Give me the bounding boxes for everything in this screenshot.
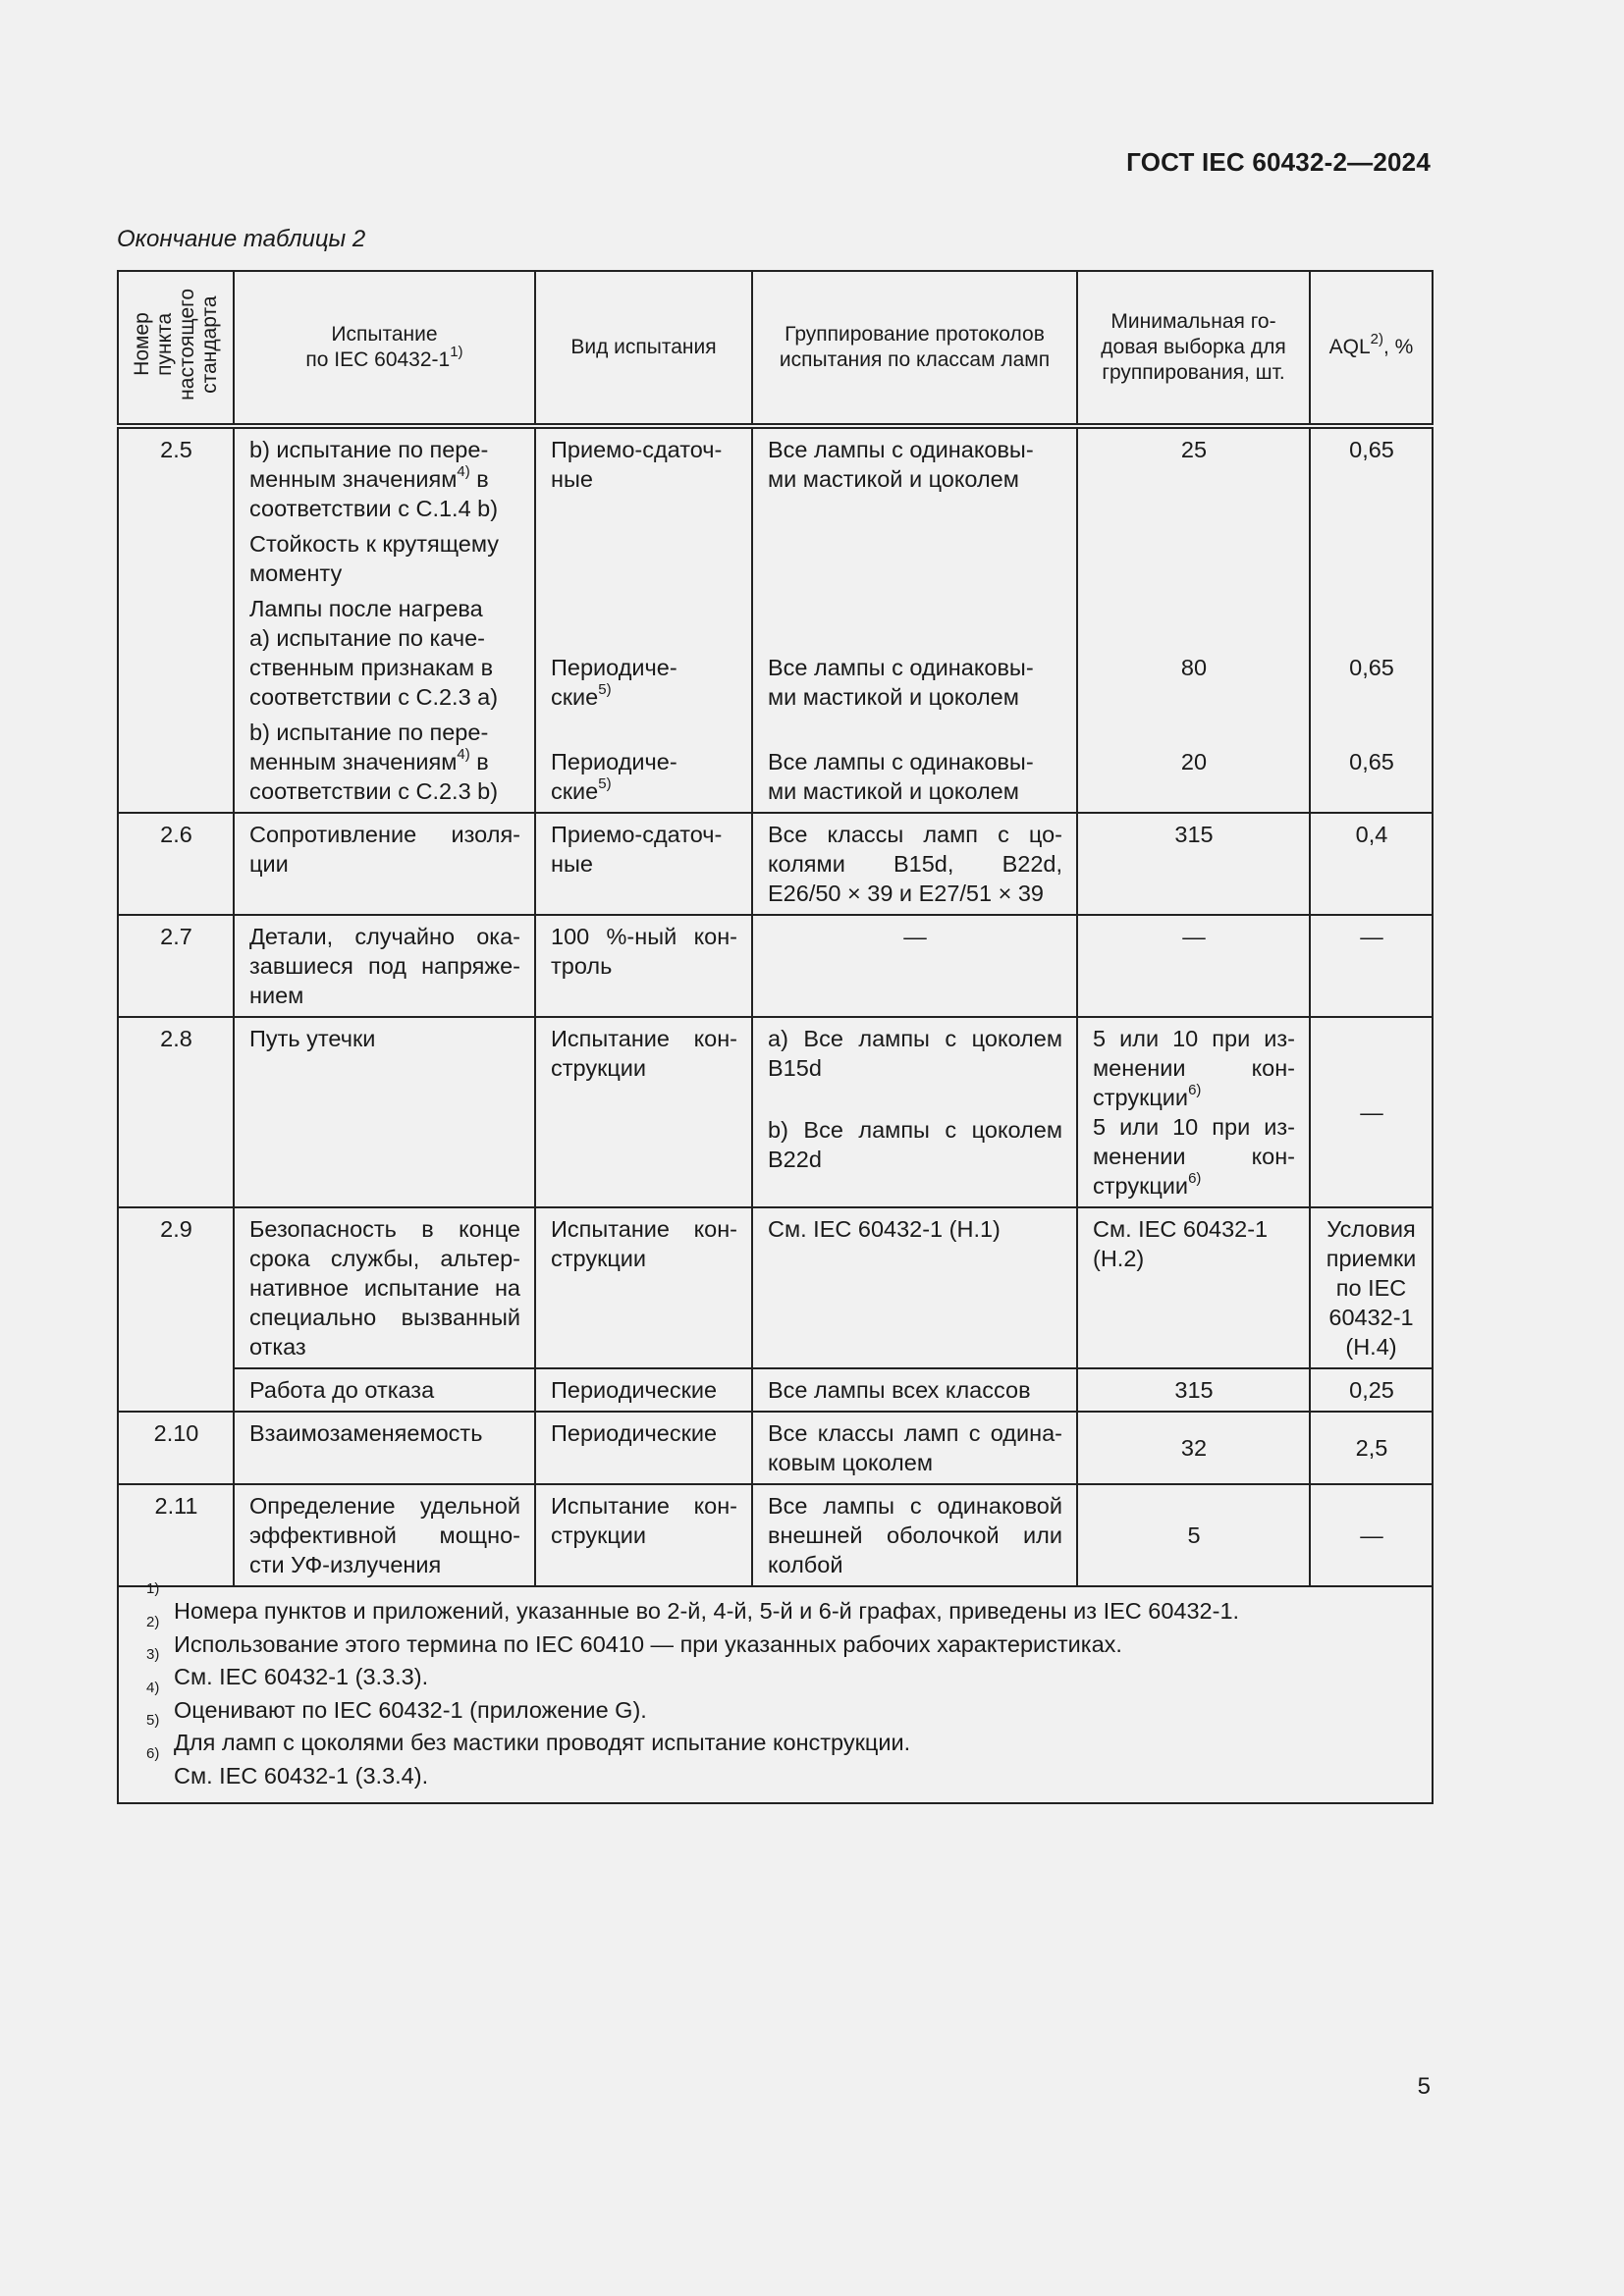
line: ные bbox=[551, 851, 593, 877]
line: сти УФ-излучения bbox=[249, 1552, 442, 1577]
table-row-2-9 bbox=[118, 1207, 1433, 1368]
footnote-ref: 5) bbox=[598, 775, 612, 793]
line: (Н.2) bbox=[1093, 1246, 1145, 1271]
col-header-sample bbox=[1077, 271, 1310, 426]
line: b) испытание по пере- bbox=[249, 437, 489, 462]
line: приемки bbox=[1326, 1246, 1417, 1271]
line: соответствии с С.2.3 b) bbox=[249, 778, 499, 804]
line: Приемо-сдаточ- bbox=[551, 822, 723, 847]
line: (Н.4) bbox=[1345, 1334, 1397, 1360]
cell-sample: 315 bbox=[1077, 813, 1310, 915]
col-header-aql-text: AQL bbox=[1328, 336, 1371, 358]
line bbox=[551, 776, 737, 806]
line: 5 или 10 при из- bbox=[1093, 1114, 1295, 1140]
cell-clause: 2.9 bbox=[118, 1207, 234, 1412]
document-header: ГОСТ IEC 60432-2—2024 bbox=[1126, 147, 1431, 177]
line: Сопротивление изоля- bbox=[249, 822, 520, 847]
line: 25 bbox=[1180, 437, 1208, 462]
line: 80 bbox=[1180, 655, 1208, 680]
line: b) Все лампы с цоколем bbox=[768, 1117, 1062, 1143]
line: соответствии с С.2.3 а) bbox=[249, 684, 499, 710]
line bbox=[249, 747, 520, 776]
line: ные bbox=[551, 466, 593, 492]
line: ции bbox=[249, 851, 289, 877]
line: 100 %-ный кон- bbox=[551, 924, 737, 949]
line: Условия bbox=[1326, 1216, 1416, 1242]
cell-sample bbox=[1077, 1207, 1310, 1368]
cell-test bbox=[234, 1207, 535, 1368]
col-header-clause-line: пункта bbox=[153, 312, 176, 376]
line: Лампы после нагрева bbox=[249, 596, 483, 621]
cell-aql: 2,5 bbox=[1310, 1412, 1433, 1484]
cell-aql bbox=[1310, 1207, 1433, 1368]
line-text: менным значениям bbox=[249, 749, 458, 774]
table-row-2-11 bbox=[118, 1484, 1433, 1586]
line: колями B15d, B22d, bbox=[768, 851, 1062, 877]
page-number: 5 bbox=[1417, 2073, 1431, 2100]
col-header-test bbox=[234, 271, 535, 426]
line: ми мастикой и цоколем bbox=[768, 778, 1019, 804]
line-text: в bbox=[469, 749, 489, 774]
col-header-kind bbox=[535, 271, 752, 426]
footnote-text: См. IEC 60432-1 (3.3.3). bbox=[174, 1664, 429, 1689]
cell-grouping: См. IEC 60432-1 (Н.1) bbox=[752, 1207, 1077, 1368]
line: струкции bbox=[551, 1522, 647, 1548]
col-header-kind-text: Вид испытания bbox=[570, 336, 717, 358]
cell-sample: 32 bbox=[1077, 1412, 1310, 1484]
cell-test: Работа до отказа bbox=[234, 1368, 535, 1412]
table-header-row bbox=[118, 271, 1433, 426]
cell-grouping: Все лампы всех классов bbox=[752, 1368, 1077, 1412]
cell-sample bbox=[1077, 1017, 1310, 1207]
col-header-sample-line: группирования, шт. bbox=[1102, 361, 1285, 384]
line-text: ские bbox=[551, 778, 599, 804]
col-header-clause-line: Номер bbox=[131, 312, 153, 376]
line bbox=[1093, 1083, 1295, 1112]
line: срока службы, альтер- bbox=[249, 1246, 520, 1271]
cell-test bbox=[234, 1484, 535, 1586]
col-header-grouping-line: испытания по классам ламп bbox=[779, 348, 1051, 371]
cell-kind bbox=[535, 426, 752, 813]
table-row-2-5 bbox=[118, 426, 1433, 813]
line: Испытание кон- bbox=[551, 1026, 737, 1051]
line: моменту bbox=[249, 561, 343, 586]
line: ковым цоколем bbox=[768, 1450, 933, 1475]
line: Все лампы с одинаковы- bbox=[768, 437, 1034, 462]
col-header-clause-line: стандарта bbox=[198, 294, 221, 394]
line: ственным признакам в bbox=[249, 655, 494, 680]
footnote-ref: 4) bbox=[457, 746, 470, 764]
cell-kind bbox=[535, 1017, 752, 1207]
line: Все лампы с одинаковой bbox=[768, 1493, 1062, 1519]
cell-clause: 2.10 bbox=[118, 1412, 234, 1484]
footnote-text: Оценивают по IEC 60432-1 (приложение G). bbox=[174, 1696, 647, 1723]
table-row-2-7 bbox=[118, 915, 1433, 1017]
col-header-aql-suffix: , % bbox=[1383, 336, 1414, 358]
line: Все классы ламп с одина- bbox=[768, 1420, 1062, 1446]
cell-clause: 2.5 bbox=[118, 426, 234, 813]
line-text: в bbox=[469, 466, 489, 492]
line: Все лампы с одинаковы- bbox=[768, 749, 1034, 774]
cell-sample: 5 bbox=[1077, 1484, 1310, 1586]
line: Периодиче- bbox=[551, 655, 677, 680]
line: а) Все лампы с цоколем bbox=[768, 1026, 1062, 1051]
footnote: 1) Номера пунктов и приложений, указанные во 2-й, 4-й, 5-й и 6-й графах, приведены из IEC 60432-1. bbox=[146, 1580, 1240, 1624]
cell-aql: — bbox=[1310, 1017, 1433, 1207]
line: b) испытание по пере- bbox=[249, 720, 489, 745]
line: B22d bbox=[768, 1147, 822, 1172]
cell-aql: — bbox=[1310, 1484, 1433, 1586]
cell-test bbox=[234, 813, 535, 915]
table-row-2-10 bbox=[118, 1412, 1433, 1484]
footnotes-row bbox=[118, 1586, 1433, 1803]
line: 60432-1 bbox=[1328, 1305, 1414, 1330]
cell-test bbox=[234, 426, 535, 813]
line: нием bbox=[249, 983, 304, 1008]
line: Все классы ламп с цо- bbox=[768, 822, 1062, 847]
line: эффективной мощно- bbox=[249, 1522, 520, 1548]
footnote-text: Для ламп с цоколями без мастики проводят испытание конструкции. bbox=[174, 1730, 911, 1755]
col-header-test-line: по IEC 60432-1 bbox=[305, 348, 451, 371]
cell-clause: 2.6 bbox=[118, 813, 234, 915]
test-table bbox=[117, 270, 1434, 1804]
footnote-ref: 4) bbox=[457, 463, 470, 481]
cell-aql: 0,25 bbox=[1310, 1368, 1433, 1412]
line: струкции bbox=[551, 1246, 647, 1271]
line: 20 bbox=[1180, 749, 1208, 774]
cell-kind: Периодические bbox=[535, 1368, 752, 1412]
line bbox=[551, 682, 737, 712]
footnote-ref: 5) bbox=[598, 681, 612, 699]
footnote-ref: 6) bbox=[1188, 1082, 1202, 1099]
line: колбой bbox=[768, 1552, 843, 1577]
col-header-sample-line: Минимальная го- bbox=[1110, 310, 1276, 333]
footnote-ref: 1) bbox=[450, 344, 463, 360]
line: нативное испытание на bbox=[249, 1275, 520, 1301]
table-caption: Окончание таблицы 2 bbox=[117, 226, 366, 252]
table-row-2-8 bbox=[118, 1017, 1433, 1207]
cell-kind bbox=[535, 1484, 752, 1586]
cell-test: Взаимозаменяемость bbox=[234, 1412, 535, 1484]
line: внешней оболочкой или bbox=[768, 1522, 1062, 1548]
line: Детали, случайно ока- bbox=[249, 924, 520, 949]
table-row-2-6 bbox=[118, 813, 1433, 915]
line: Все лампы с одинаковы- bbox=[768, 655, 1034, 680]
line: соответствии с С.1.4 b) bbox=[249, 496, 499, 521]
line-text: ские bbox=[551, 684, 599, 710]
line: а) испытание по каче- bbox=[249, 625, 486, 651]
col-header-aql bbox=[1310, 271, 1433, 426]
line: троль bbox=[551, 953, 613, 979]
line: Определение удельной bbox=[249, 1493, 520, 1519]
footnote-text: Номера пунктов и приложений, указанные во 2-й, 4-й, 5-й и 6-й графах, приведены из IEC 60432-1. bbox=[174, 1598, 1240, 1624]
cell-test bbox=[234, 915, 535, 1017]
cell-test: Путь утечки bbox=[234, 1017, 535, 1207]
cell-aql: 0,4 bbox=[1310, 813, 1433, 915]
line: менении кон- bbox=[1093, 1144, 1295, 1169]
line: струкции bbox=[551, 1055, 647, 1081]
cell-grouping: — bbox=[752, 915, 1077, 1017]
line: 0,65 bbox=[1349, 655, 1394, 680]
col-header-grouping bbox=[752, 271, 1077, 426]
line: 5 или 10 при из- bbox=[1093, 1026, 1295, 1051]
cell-clause: 2.7 bbox=[118, 915, 234, 1017]
footnotes bbox=[118, 1580, 1433, 1803]
cell-sample: 315 bbox=[1077, 1368, 1310, 1412]
line: менении кон- bbox=[1093, 1055, 1295, 1081]
cell-grouping bbox=[752, 1017, 1077, 1207]
cell-kind bbox=[535, 915, 752, 1017]
footnote: 5) Для ламп с цоколями без мастики проводят испытание конструкции. bbox=[146, 1712, 911, 1755]
col-header-test-line: Испытание bbox=[331, 323, 438, 346]
cell-grouping bbox=[752, 426, 1077, 813]
col-header-clause-line: настоящего bbox=[176, 288, 198, 400]
line: Испытание кон- bbox=[551, 1493, 737, 1519]
cell-grouping bbox=[752, 1412, 1077, 1484]
cell-kind bbox=[535, 1207, 752, 1368]
line: B15d bbox=[768, 1055, 822, 1081]
cell-aql: — bbox=[1310, 915, 1433, 1017]
line: ми мастикой и цоколем bbox=[768, 684, 1019, 710]
col-header-clause bbox=[118, 271, 234, 426]
line bbox=[1093, 1171, 1295, 1201]
line: E26/50 × 39 и E27/51 × 39 bbox=[768, 881, 1044, 906]
line: отказ bbox=[249, 1334, 306, 1360]
cell-grouping bbox=[752, 1484, 1077, 1586]
cell-clause: 2.11 bbox=[118, 1484, 234, 1586]
line-text: струкции bbox=[1093, 1173, 1189, 1199]
cell-kind bbox=[535, 813, 752, 915]
line: Периодиче- bbox=[551, 749, 677, 774]
line: 0,65 bbox=[1349, 749, 1394, 774]
footnote-ref: 2) bbox=[1370, 331, 1384, 347]
line: ми мастикой и цоколем bbox=[768, 466, 1019, 492]
col-header-sample-line: довая выборка для bbox=[1101, 336, 1286, 358]
line: См. IEC 60432-1 bbox=[1093, 1216, 1269, 1242]
col-header-grouping-line: Группирование протоколов bbox=[785, 323, 1045, 346]
footnote-text: См. IEC 60432-1 (3.3.4). bbox=[174, 1762, 429, 1789]
cell-sample bbox=[1077, 426, 1310, 813]
line bbox=[249, 464, 520, 494]
line: 0,65 bbox=[1349, 437, 1394, 462]
line: Приемо-сдаточ- bbox=[551, 437, 723, 462]
cell-clause: 2.8 bbox=[118, 1017, 234, 1207]
line-text: менным значениям bbox=[249, 466, 458, 492]
line: по IEC bbox=[1335, 1275, 1407, 1301]
cell-sample: — bbox=[1077, 915, 1310, 1017]
line: специально вызванный bbox=[249, 1305, 520, 1330]
line-text: струкции bbox=[1093, 1085, 1189, 1110]
cell-kind: Периодические bbox=[535, 1412, 752, 1484]
table-row-2-9-b bbox=[118, 1368, 1433, 1412]
line: Стойкость к крутящему bbox=[249, 531, 500, 557]
line: Испытание кон- bbox=[551, 1216, 737, 1242]
footnote-text: Использование этого термина по IEC 60410 — при указанных рабочих характеристиках. bbox=[174, 1630, 1122, 1657]
line: Безопасность в конце bbox=[249, 1216, 520, 1242]
footnote: 2) Использование этого термина по IEC 60410 — при указанных рабочих характеристиках. bbox=[146, 1613, 1122, 1657]
footnote: 3) См. IEC 60432-1 (3.3.3). bbox=[146, 1646, 429, 1689]
cell-grouping bbox=[752, 813, 1077, 915]
footnote-ref: 6) bbox=[1188, 1170, 1202, 1188]
line: завшиеся под напряже- bbox=[249, 953, 520, 979]
cell-aql bbox=[1310, 426, 1433, 813]
footnote: 4) Оценивают по IEC 60432-1 (приложение G). bbox=[146, 1679, 647, 1723]
footnote: 6) См. IEC 60432-1 (3.3.4). bbox=[146, 1744, 429, 1789]
